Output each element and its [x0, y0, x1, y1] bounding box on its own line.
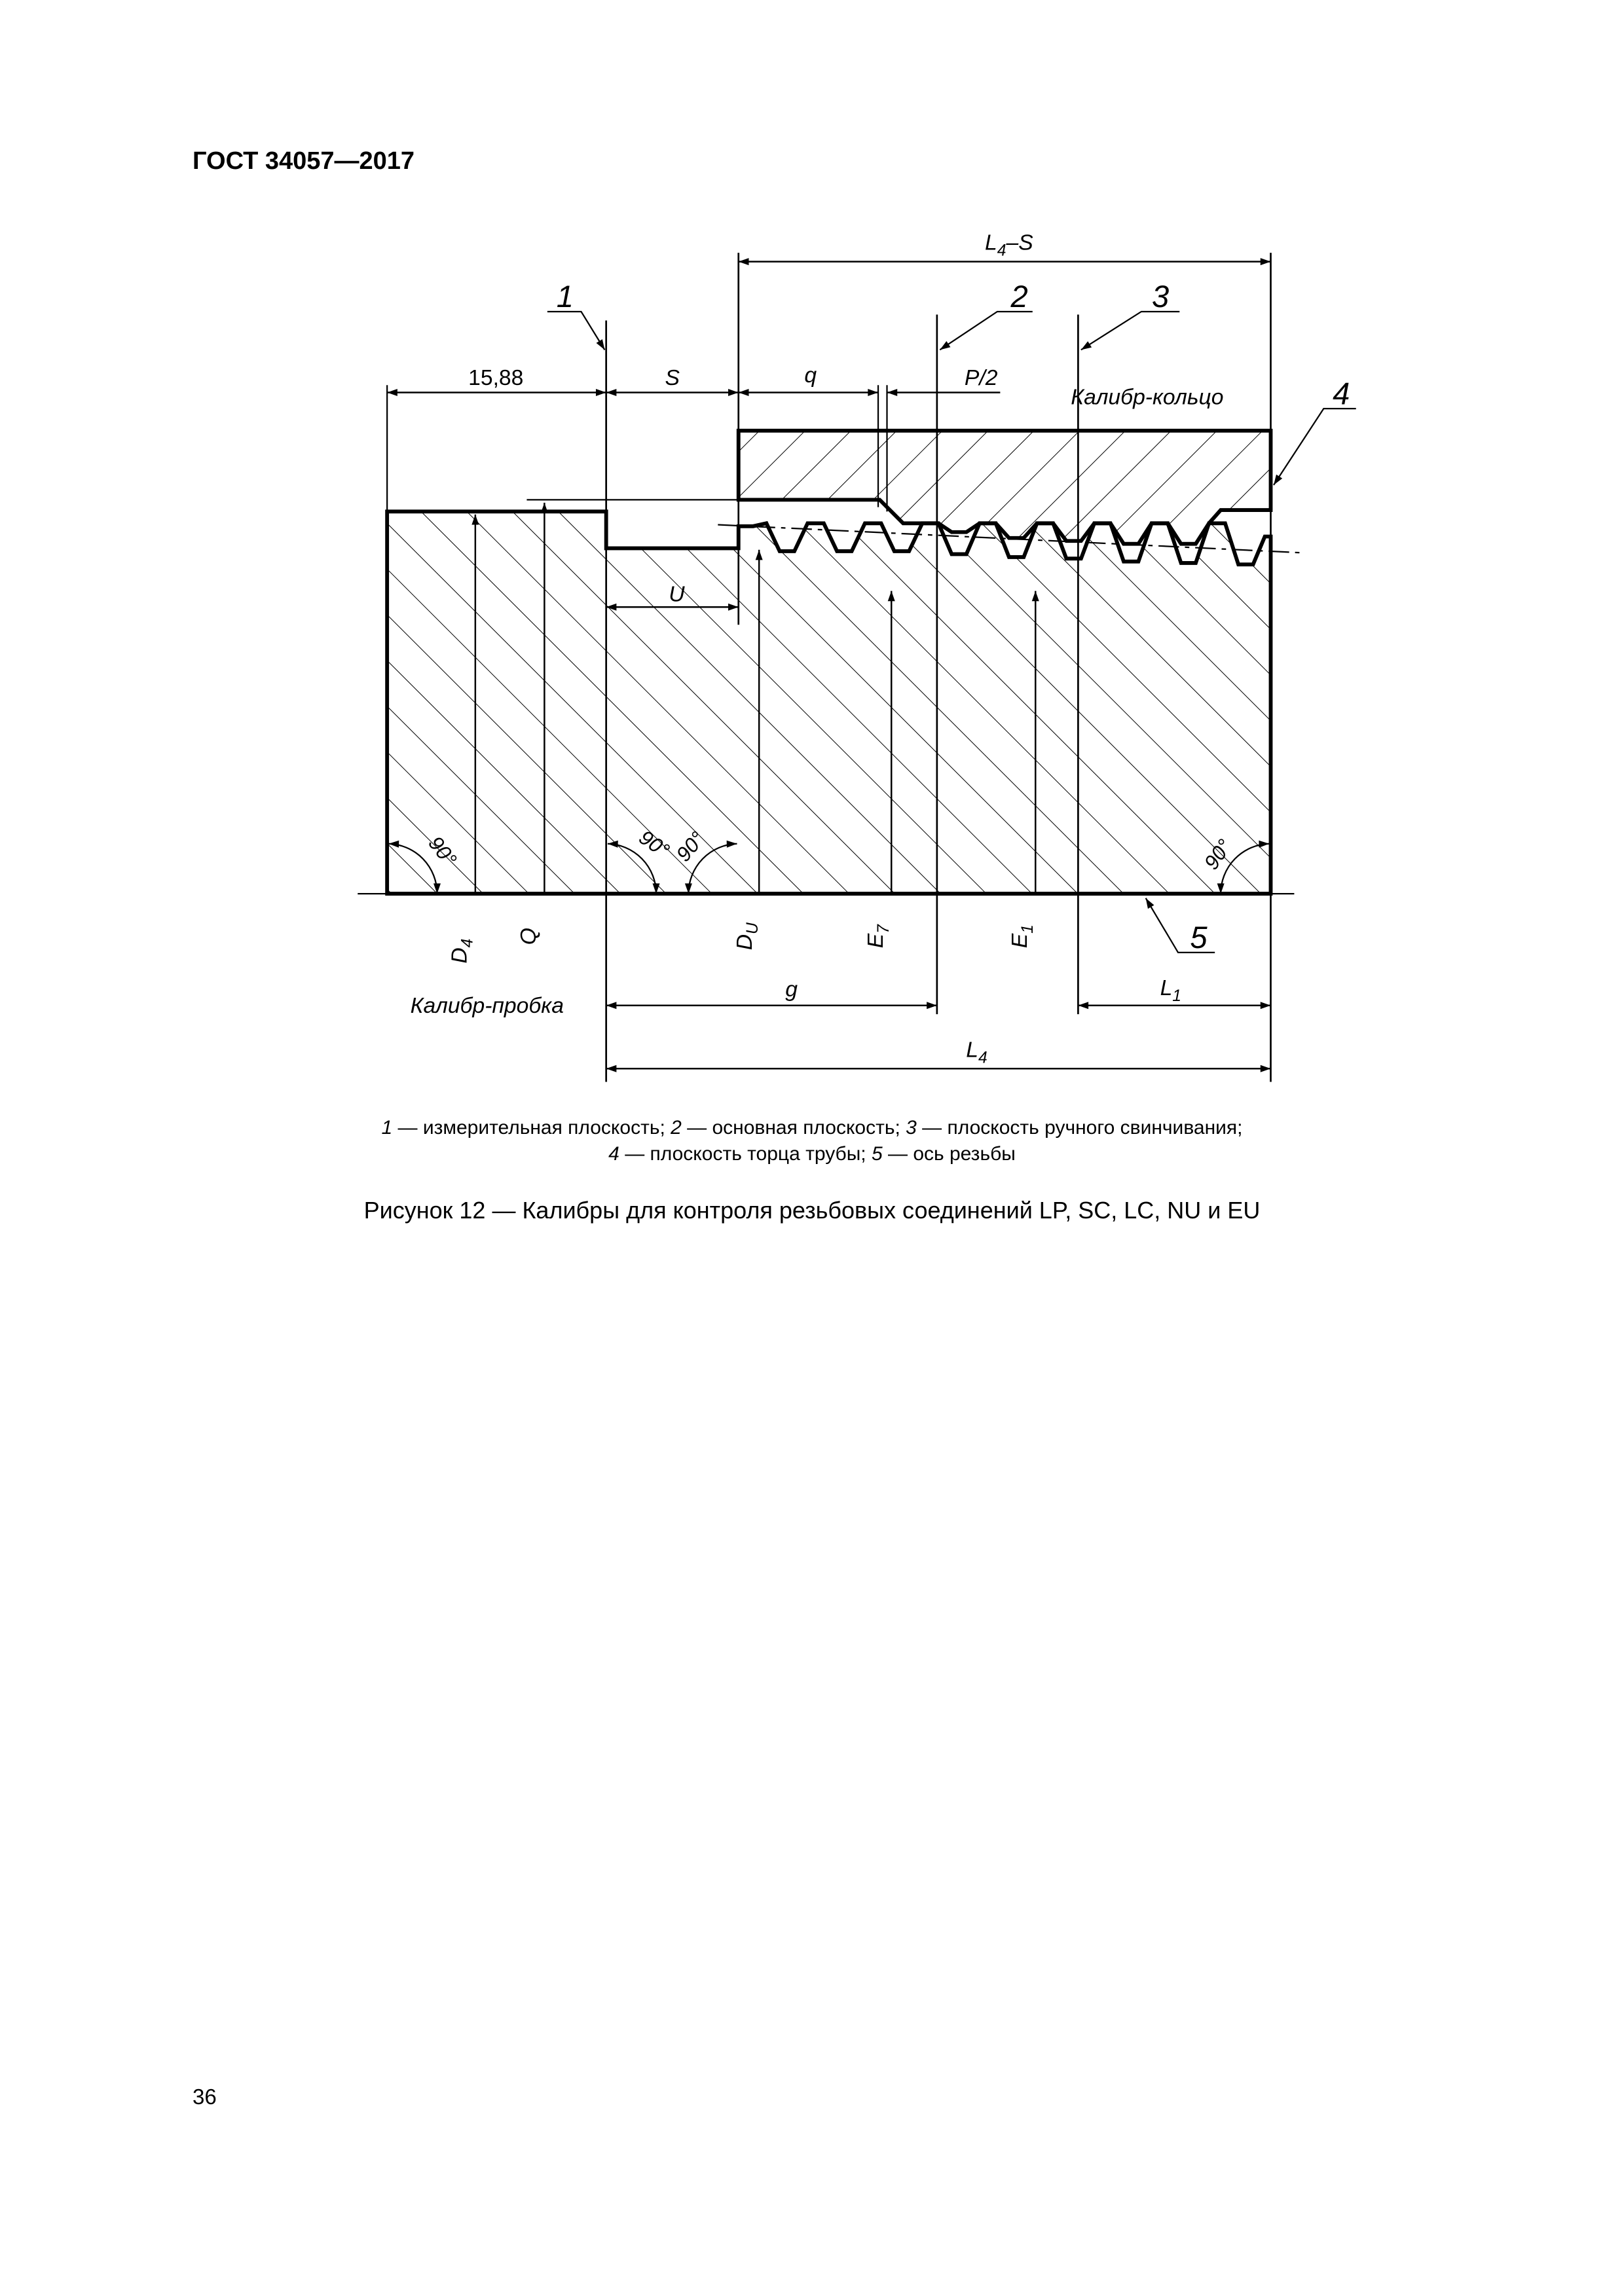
label-D4: $D_4$ — [447, 938, 477, 964]
callout-4: 4 — [1333, 376, 1350, 411]
label-E7: $E_7$ — [863, 924, 893, 949]
label-Q: Q — [516, 928, 541, 945]
callout-2: 2 — [1010, 279, 1028, 314]
plug-gauge-label: Калибр-пробка — [410, 993, 564, 1018]
angle-label-4: 90° — [1200, 835, 1237, 874]
callout-2-leader — [940, 312, 1032, 350]
label-g: g — [785, 977, 798, 1002]
label-S: S — [665, 366, 680, 391]
figure-title: Рисунок 12 — Калибры для контроля резьбовых соединений LP, SC, LC, NU и EU — [363, 1197, 1261, 1224]
callout-4-leader — [1274, 409, 1356, 485]
label-q: q — [804, 363, 817, 388]
figure-legend-line-2: 4 — плоскость торца трубы; 5 — ось резьбы — [608, 1143, 1016, 1165]
callout-3-leader — [1081, 312, 1179, 350]
angle-label-3: 90° — [671, 827, 710, 866]
angle-label-1: 90° — [424, 831, 462, 871]
callout-1-leader — [547, 312, 605, 350]
label-U: U — [669, 582, 685, 607]
figure-legend-line-1: 1 — измерительная плоскость; 2 — основная плоскость; 3 — плоскость ручного свинчивания; — [381, 1117, 1243, 1139]
label-L1: $L_1$ — [1160, 975, 1182, 1005]
label-L4: $L_4$ — [966, 1038, 987, 1067]
label-DU: $D_U$ — [732, 922, 762, 951]
page-number: 36 — [193, 2085, 217, 2109]
callout-1: 1 — [556, 279, 574, 314]
label-L4-minus-S: $L_4-S$ — [985, 230, 1033, 260]
label-p-half: P/2 — [964, 366, 998, 391]
plug-gauge-body — [387, 511, 1270, 894]
label-15-88: 15,88 — [468, 366, 524, 391]
label-E1: $E_1$ — [1007, 924, 1037, 949]
angle-label-2: 90° — [635, 826, 674, 863]
callout-3: 3 — [1152, 279, 1170, 314]
document-header: ГОСТ 34057—2017 — [193, 147, 415, 175]
ring-gauge-label: Калибр-кольцо — [1071, 385, 1224, 410]
callout-5: 5 — [1190, 920, 1208, 955]
